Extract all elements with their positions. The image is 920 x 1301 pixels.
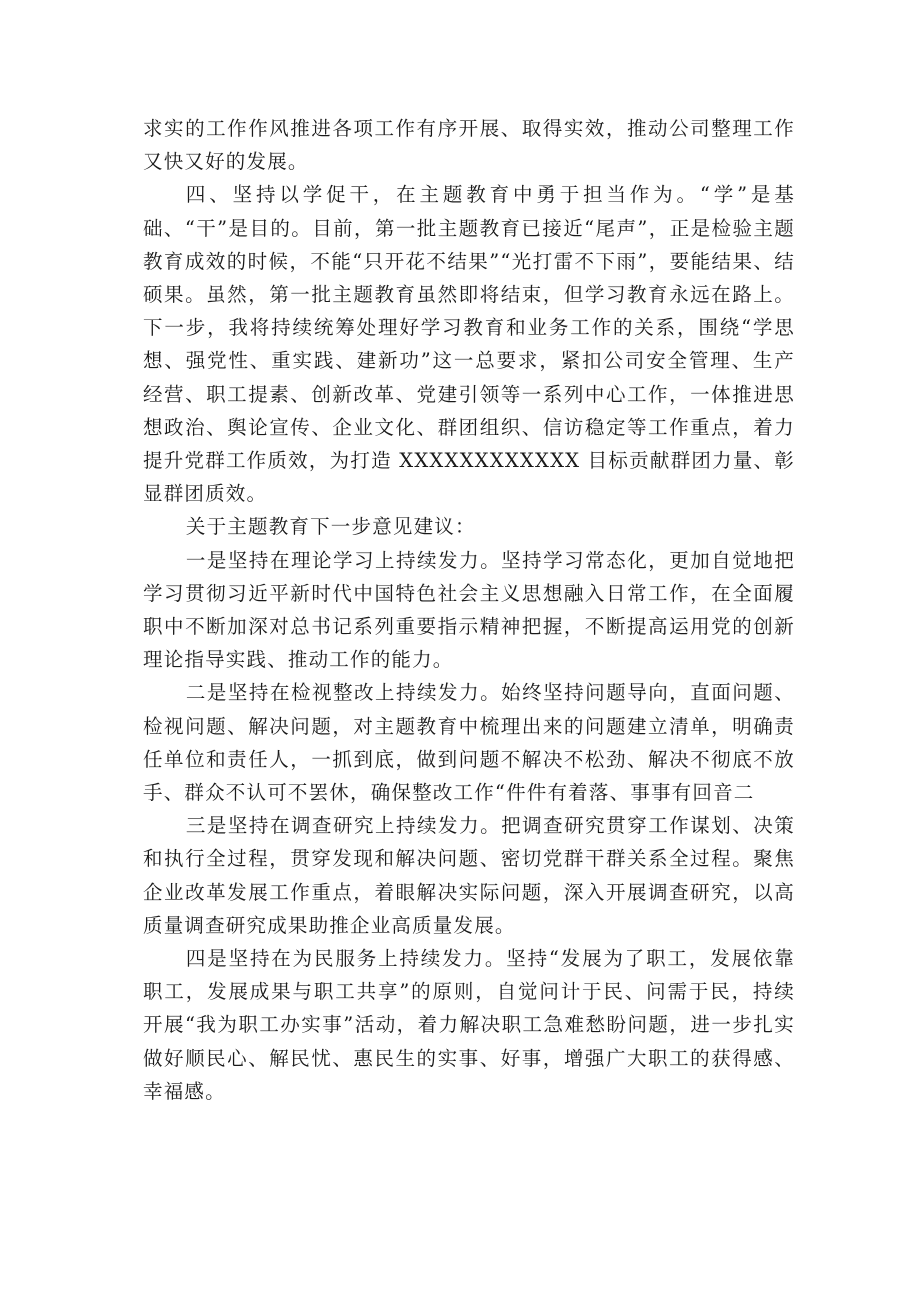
paragraph-suggestion-one: 一是坚持在理论学习上持续发力。坚持学习常态化，更加自觉地把学习贯彻习近平新时代中国特色社会主义思想融入日常工作，在全面履职中不断加深对总书记系列重要指示精神把握，不断提高运用党的创新理论指导实践、推动工作的能力。: [143, 548, 795, 672]
paragraph-suggestion-three: 三是坚持在调查研究上持续发力。把调查研究贯穿工作谋划、决策和执行全过程，贯穿发现和解决问题、密切党群干群关系全过程。聚焦企业改革发展工作重点，着眼解决实际问题，深入开展调查研究，以高质量调查研究成果助推企业高质量发展。: [143, 814, 795, 937]
paragraph-suggestion-four: 四是坚持在为民服务上持续发力。坚持“发展为了职工，发展依靠职工，发展成果与职工共享”的原则，自觉问计于民、问需于民，持续开展“我为职工办实事”活动，着力解决职工急难愁盼问题，进一步扎实做好顺民心、解民忧、惠民生的实事、好事，增强广大职工的获得感、幸福感。: [143, 947, 795, 1103]
paragraph-four-learning: 四、坚持以学促干，在主题教育中勇于担当作为。“学”是基础、“干”是目的。目前，第一批主题教育已接近“尾声”，正是检验主题教育成效的时候，不能“只开花不结果”“光打雷不下雨”，要能结果、结硕果。虽然，第一批主题教育虽然即将结束，但学习教育永远在路上。下一步，我将持续统筹处理好学习教育和业务工作的关系，围绕“学思想、强党性、重实践、建新功”这一总要求，紧扣公司安全管理、生产经营、职工提素、创新改革、党建引领等一系列中心工作，一体推进思想政治、舆论宣传、企业文化、群团组织、信访稳定等工作重点，着力提升党群工作质效，为打造 XXXXXXXXXXXX 目标贡献群团力量、彰显群团质效。: [143, 183, 795, 506]
document-body: [143, 112, 795, 1108]
paragraph-continued: 求实的工作作风推进各项工作有序开展、取得实效，推动公司整理工作又快又好的发展。: [143, 117, 795, 174]
paragraph-suggestions-heading: 关于主题教育下一步意见建议：: [185, 515, 476, 539]
paragraph-suggestion-two: 二是坚持在检视整改上持续发力。始终坚持问题导向，直面问题、检视问题、解决问题，对主题教育中梳理出来的问题建立清单，明确责任单位和责任人，一抓到底，做到问题不解决不松劲、解决不彻底不放手、群众不认可不罢休，确保整改工作“件件有着落、事事有回音二: [143, 681, 795, 805]
